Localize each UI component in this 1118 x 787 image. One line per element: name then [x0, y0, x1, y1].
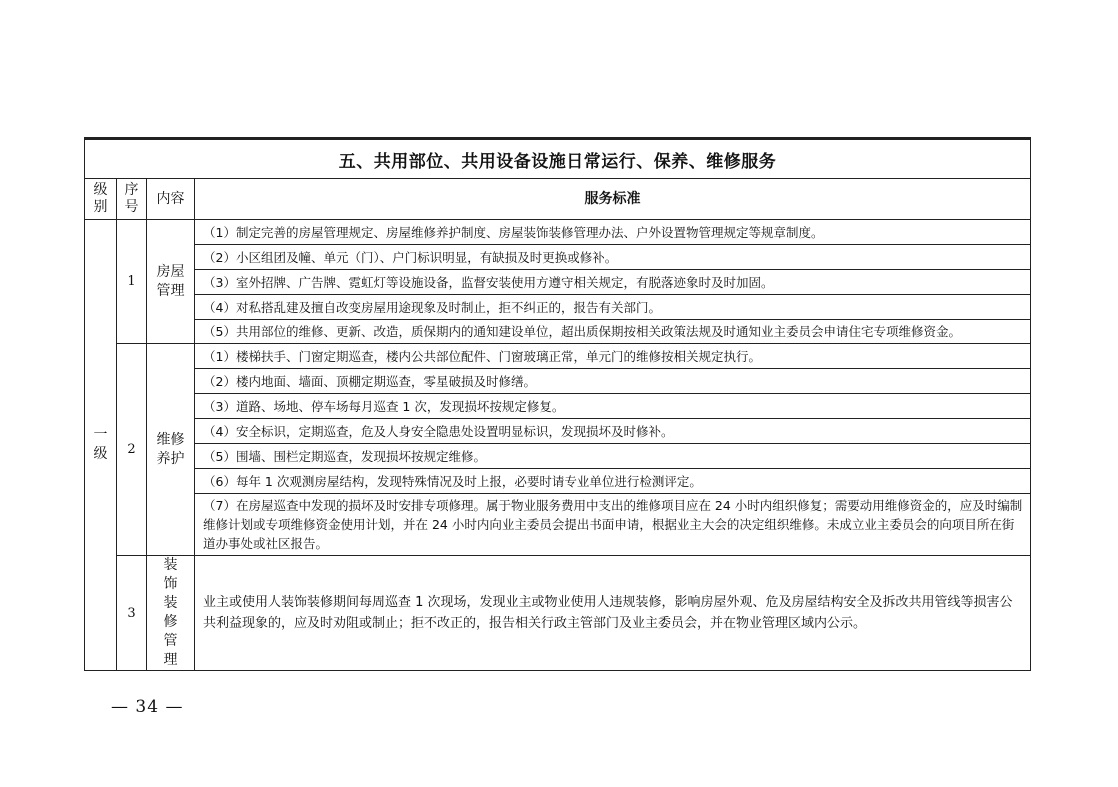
content-text: 房屋管理	[156, 263, 185, 299]
seq-cell: 2	[117, 344, 147, 556]
standard-item: （2）楼内地面、墙面、顶棚定期巡查，零星破损及时修缮。	[195, 369, 1031, 394]
standard-item: （3）室外招牌、广告牌、霓虹灯等设施设备，监督安装使用方遵守相关规定，有脱落迹象时及时加固。	[195, 270, 1031, 295]
page-number: — 34 —	[111, 697, 184, 717]
table-row	[85, 444, 1031, 469]
content-cell	[147, 556, 195, 671]
seq-cell: 1	[117, 220, 147, 344]
table-row	[85, 245, 1031, 270]
standard-item: （5）共用部位的维修、更新、改造，质保期内的通知建设单位，超出质保期按相关政策法规及时通知业主委员会申请住宅专项维修资金。	[195, 320, 1031, 344]
header-seq	[117, 179, 147, 220]
header-standard: 服务标准	[195, 179, 1031, 220]
standard-item: （7）在房屋巡查中发现的损坏及时安排专项修理。属于物业服务费用中支出的维修项目应在 24 小时内组织修复；需要动用维修资金的，应及时编制维修计划或专项维修资金使用计划，并在 24 小时内向业主委员会提出书面申请，根据业主大会的决定组织维修。未成立业主委员会的向项目所在街道办事处或社区报告。	[195, 494, 1031, 556]
content-text: 维修养护	[156, 431, 185, 467]
service-standard-table	[84, 137, 1031, 671]
table-row	[85, 320, 1031, 344]
content-text: 装饰装修管理	[163, 557, 178, 668]
seq-cell: 3	[117, 556, 147, 671]
table-row	[85, 270, 1031, 295]
table-row	[85, 369, 1031, 394]
header-content: 内容	[147, 179, 195, 220]
table-row	[85, 469, 1031, 494]
table-row	[85, 419, 1031, 444]
table-row	[85, 556, 1031, 671]
content-cell	[147, 344, 195, 556]
standard-item: （1）楼梯扶手、门窗定期巡查，楼内公共部位配件、门窗玻璃正常，单元门的维修按相关规定执行。	[195, 344, 1031, 369]
table-title: 五、共用部位、共用设备设施日常运行、保养、维修服务	[85, 139, 1031, 179]
standard-item: （2）小区组团及幢、单元（门）、户门标识明显，有缺损及时更换或修补。	[195, 245, 1031, 270]
standard-item: （1）制定完善的房屋管理规定、房屋维修养护制度、房屋装饰装修管理办法、户外设置物管理规定等规章制度。	[195, 220, 1031, 245]
table-row	[85, 295, 1031, 320]
standard-item: （3）道路、场地、停车场每月巡查 1 次，发现损坏按规定修复。	[195, 394, 1031, 419]
table-row	[85, 220, 1031, 245]
standard-item: （5）围墙、围栏定期巡查，发现损坏按规定维修。	[195, 444, 1031, 469]
table-row	[85, 494, 1031, 556]
standard-item: （6）每年 1 次观测房屋结构，发现特殊情况及时上报，必要时请专业单位进行检测评定。	[195, 469, 1031, 494]
table-row	[85, 394, 1031, 419]
header-level	[85, 179, 117, 220]
level-cell	[85, 220, 117, 671]
standard-item: 业主或使用人装饰装修期间每周巡查 1 次现场，发现业主或物业使用人违规装修，影响房屋外观、危及房屋结构安全及拆改共用管线等损害公共利益现象的，应及时劝阻或制止；拒不改正的，报告相关行政主管部门及业主委员会，并在物业管理区域内公示。	[195, 556, 1031, 671]
standard-item: （4）安全标识，定期巡查，危及人身安全隐患处设置明显标识，发现损坏及时修补。	[195, 419, 1031, 444]
standard-item: （4）对私搭乱建及擅自改变房屋用途现象及时制止，拒不纠正的，报告有关部门。	[195, 295, 1031, 320]
header-seq-text: 序号	[124, 182, 139, 215]
header-level-text: 级别	[93, 182, 108, 215]
table-row	[85, 344, 1031, 369]
content-cell	[147, 220, 195, 344]
level-text: 一级	[93, 427, 108, 462]
